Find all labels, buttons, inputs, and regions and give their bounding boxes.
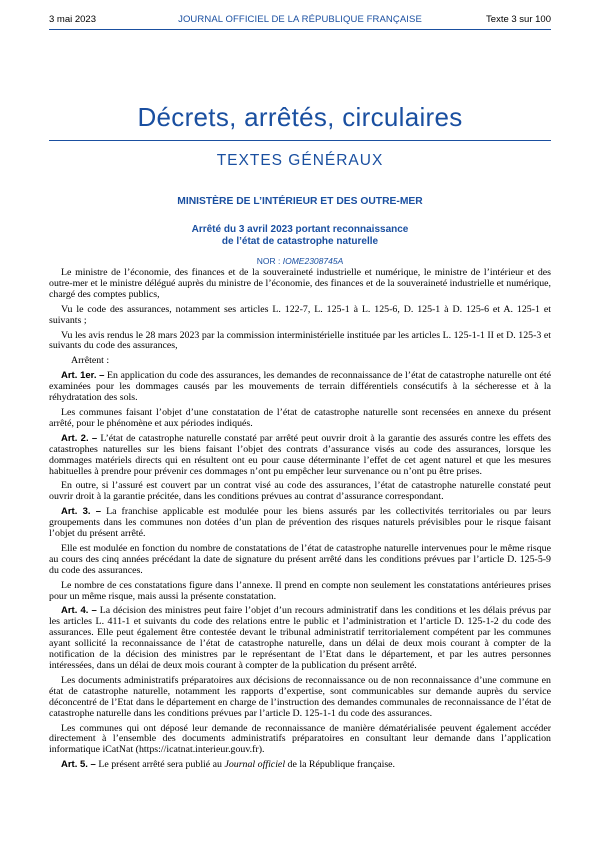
article-3-text: La franchise applicable est modulée pour les biens assurés par les collectivités territoriales ou par leurs groupements dans les communes non dotées d’un plan de prévention des risques naturels prévisibles pour le risque faisant l’objet du présent arrêté. [49, 506, 551, 540]
decree-body [49, 268, 551, 775]
header-date: 3 mai 2023 [49, 14, 97, 25]
header-journal-title: JOURNAL OFFICIEL DE LA RÉPUBLIQUE FRANÇAISE [178, 14, 422, 25]
article-2-paragraph-2: En outre, si l’assuré est couvert par un contrat visé au code des assurances, l’état de catastrophe naturelle constaté peut ouvrir droit à la garantie précitée, dans les conditions prévues au contrat d’assurance correspondant. [49, 480, 551, 503]
nor-label: NOR : [256, 256, 283, 266]
section-rule [49, 140, 551, 141]
header-rule [49, 29, 551, 30]
article-4-text: La décision des ministres peut faire l’objet d’un recours administratif dans les conditions et les délais prévus par les articles L. 411-1 et suivants du code des relations entre le public et l’administration et l’article D. 125-1-2 du code des assurances. Elle peut également être contestée devant le tribunal administratif territorialement compétent par les communes ayant sollicité la reconnaissance de l’état de catastrophe naturelle, dans un délai de deux mois courant à compter de la notification de la décision des ministres par le représentant de l’Etat dans le département, et par les autres personnes intéressées, dans un délai de deux mois courant à compter de la publication du présent arrêté. [49, 605, 551, 671]
article-5 [49, 760, 551, 771]
decree-title [0, 224, 600, 247]
article-1-label: Art. 1er. – [61, 370, 105, 382]
decree-title-line1: Arrêté du 3 avril 2023 portant reconnaissance [191, 224, 409, 235]
intro-paragraph: Le ministre de l’économie, des finances et de la souveraineté industrielle et numérique, le ministre de l’intérieur et des outre-mer et le ministre délégué auprès du ministre de l’économie, des finances et de la souveraineté industrielle et numérique, chargé des comptes publics, [49, 267, 551, 300]
subsection-title: TEXTES GÉNÉRAUX [216, 152, 384, 169]
article-2 [49, 434, 551, 478]
article-3 [49, 507, 551, 540]
article-3-paragraph-3: Le nombre de ces constatations figure dans l’annexe. Il prend en compte non seulement les constatations antérieures prises pour un même risque, mais aussi la présente constatation. [49, 579, 551, 602]
article-4 [49, 606, 551, 671]
article-5-text-post: de la République française. [285, 759, 396, 771]
section-title: Décrets, arrêtés, circulaires [137, 102, 463, 132]
header-text-number: Texte 3 sur 100 [486, 14, 551, 25]
nor-reference [0, 256, 600, 266]
article-5-text-pre: Le présent arrêté sera publié au [95, 759, 225, 771]
article-4-paragraph-3: Les communes qui ont déposé leur demande de reconnaissance de manière dématérialisée peuvent également accéder directement à l’ensemble des documents administratifs préparatoires en consultant leur demande dans l’application informatique iCatNat (https://icatnat.interieur.gouv.fr). [49, 722, 551, 756]
page-header [49, 14, 551, 30]
arretent-line: Arrêtent : [71, 355, 110, 367]
article-1-text: En application du code des assurances, les demandes de reconnaissance de l’état de catastrophe naturelle ont été examinées pour les dommages causés par les mouvements de terrain différentiels consécutifs à la sécheresse et à la réhydratation des sols. [49, 370, 551, 404]
vu-paragraph-1: Vu le code des assurances, notamment ses articles L. 122-7, L. 125-1 à L. 125-6, D. 125-1 à D. 125-6 et A. 125-1 et suivants ; [49, 303, 551, 326]
decree-title-line2: de l’état de catastrophe naturelle [221, 235, 379, 247]
nor-code: IOME2308745A [282, 256, 344, 266]
article-3-paragraph-2: Elle est modulée en fonction du nombre de constatations de l’état de catastrophe naturelle intervenues pour le même risque au cours des cinq années précédant la date de signature du présent arrêté dans les conditions prévues par l’article D. 125-5-9 du code des assurances. [49, 542, 551, 576]
article-1-paragraph-2: Les communes faisant l’objet d’une constatation de l’état de catastrophe naturelle sont recensées en annexe du présent arrêté, pour le phénomène et aux périodes indiqués. [49, 406, 551, 429]
article-2-text: L’état de catastrophe naturelle constaté par arrêté peut ouvrir droit à la garantie des assurés contre les effets des catastrophes naturelles sur les biens faisant l’objet des contrats d’assurance visés au code des assurances, lorsque les dommages matériels directs qui en résultent ont eu pour cause déterminante l’effet de cet agent naturel et que les mesures habituelles à prendre pour prévenir ces dommages n’ont pu empêcher leur survenance ou n’ont pu être prises. [49, 432, 551, 477]
article-1 [49, 371, 551, 404]
article-5-journal-officiel: Journal officiel [224, 759, 286, 771]
article-4-paragraph-2: Les documents administratifs préparatoires aux décisions de reconnaissance ou de non reconnaissance d’une commune en état de catastrophe naturelle, notamment les rapports d’expertise, sont communicables sur demande auprès du service déconcentré de l’Etat dans le département en charge de l’instruction des demandes communales de reconnaissance de l’état de catastrophe naturelle dans les conditions prévues par l’article D. 125-1-1 du code des assurances. [49, 674, 551, 719]
vu-paragraph-2: Vu les avis rendus le 28 mars 2023 par la commission interministérielle instituée par les articles L. 125-1-1 II et D. 125-3 et suivants du code des assurances, [49, 329, 551, 352]
article-2-label: Art. 2. – [61, 432, 98, 444]
article-4-label: Art. 4. – [61, 605, 97, 617]
ministry-title: MINISTÈRE DE L’INTÉRIEUR ET DES OUTRE-MER [177, 196, 423, 207]
article-3-label: Art. 3. – [61, 506, 102, 518]
article-5-label: Art. 5. – [61, 759, 96, 771]
